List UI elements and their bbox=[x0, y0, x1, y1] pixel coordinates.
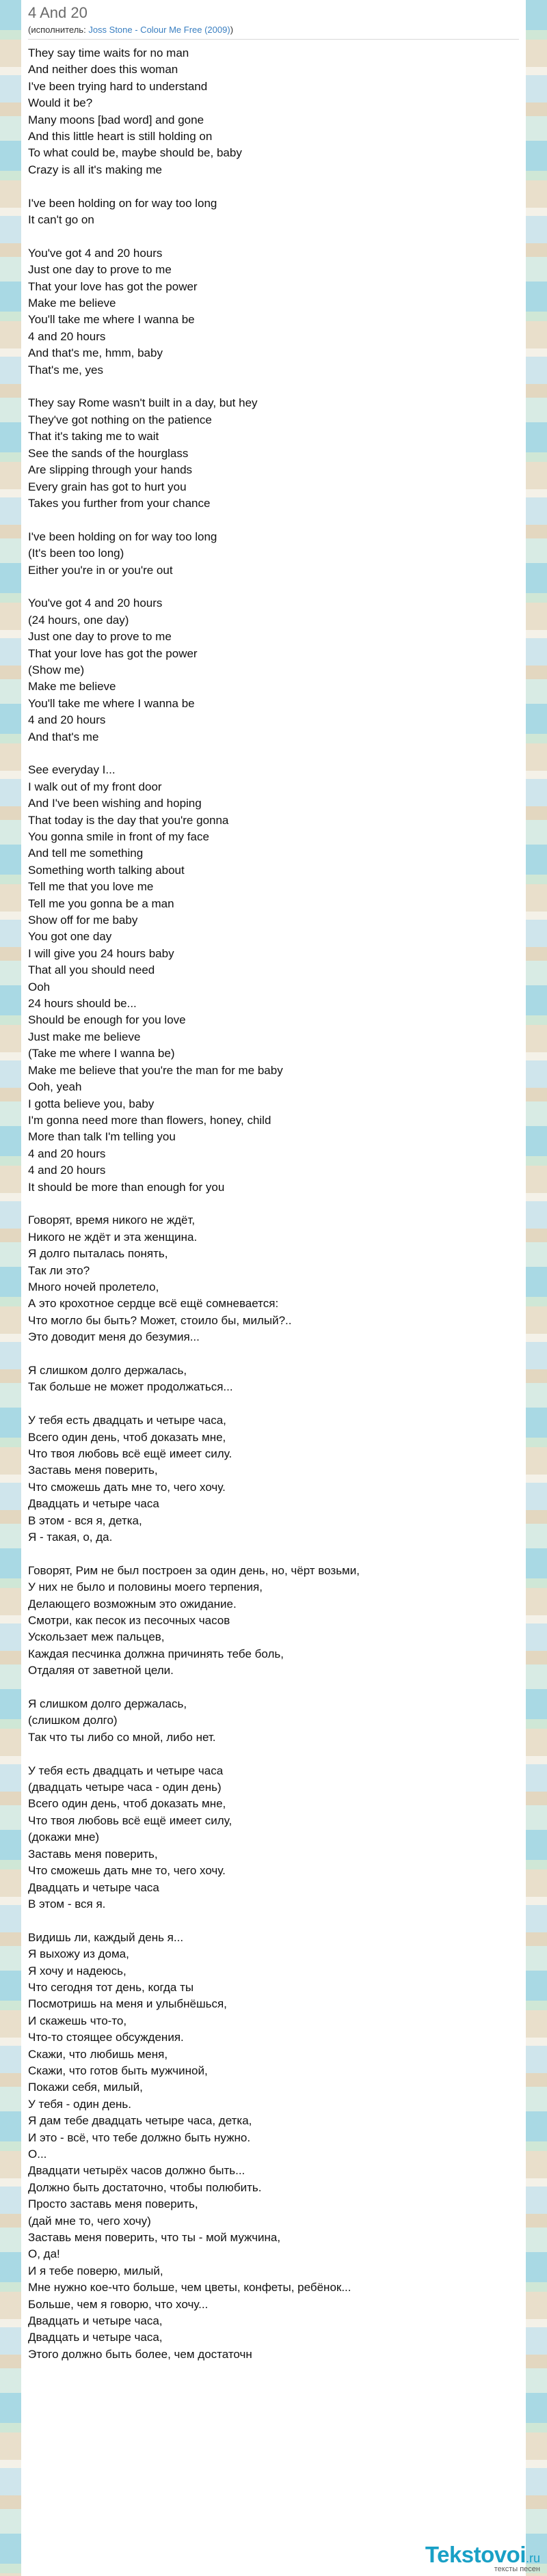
lyrics-line: У тебя есть двадцать и четыре часа bbox=[28, 1764, 224, 1777]
lyrics-line: (It's been too long) bbox=[28, 547, 124, 560]
lyrics-line: More than talk I'm telling you bbox=[28, 1130, 176, 1144]
lyrics-line: To what could be, maybe should be, baby bbox=[28, 146, 242, 160]
lyrics-line: И я тебе поверю, милый, bbox=[28, 2264, 163, 2277]
lyrics-line: Больше, чем я говорю, что хочу... bbox=[28, 2297, 209, 2311]
site-logo[interactable] bbox=[425, 2542, 540, 2573]
lyrics-line: Двадцати четырёх часов должно быть... bbox=[28, 2164, 245, 2178]
lyrics-line: You've got 4 and 20 hours bbox=[28, 246, 163, 260]
lyrics-line: Посмотришь на меня и улыбнёшься, bbox=[28, 1997, 227, 2011]
lyrics-line: Every grain has got to hurt you bbox=[28, 480, 187, 493]
lyrics-line: Двадцать и четыре часа, bbox=[28, 2314, 163, 2328]
lyrics-line: Так что ты либо со мной, либо нет. bbox=[28, 1730, 216, 1744]
lyrics-line: See the sands of the hourglass bbox=[28, 446, 189, 460]
logo-suffix-text: .ru bbox=[525, 2551, 540, 2565]
lyrics-line: Никого не ждёт и эта женщина. bbox=[28, 1230, 198, 1244]
lyrics-line: Ускользает меж пальцев, bbox=[28, 1630, 165, 1644]
lyrics-line: I walk out of my front door bbox=[28, 780, 162, 793]
lyrics-blank-line bbox=[28, 178, 519, 195]
lyrics-line: It should be more than enough for you bbox=[28, 1180, 225, 1194]
lyrics-line: В этом - вся я, детка, bbox=[28, 1513, 142, 1527]
lyrics-line: Что-то стоящее обсуждения. bbox=[28, 2031, 184, 2044]
lyrics-line: 4 and 20 hours bbox=[28, 329, 106, 343]
lyrics-blank-line bbox=[28, 1913, 519, 1929]
lyrics-line: Заставь меня поверить, что ты - мой мужчина, bbox=[28, 2231, 281, 2245]
lyrics-line: I gotta believe you, baby bbox=[28, 1097, 155, 1110]
lyrics-line: Just make me believe bbox=[28, 1030, 141, 1043]
lyrics-line: Заставь меня поверить, bbox=[28, 1847, 158, 1861]
lyrics-line: Should be enough for you love bbox=[28, 1013, 186, 1027]
lyrics-line: Каждая песчинка должна причинять тебе боль, bbox=[28, 1647, 284, 1660]
lyrics-line: Двадцать и четыре часа bbox=[28, 1880, 159, 1894]
lyrics-line: Двадцать и четыре часа, bbox=[28, 2331, 163, 2344]
lyrics-line: Many moons [bad word] and gone bbox=[28, 113, 204, 126]
lyrics-line: Всего один день, чтоб доказать мне, bbox=[28, 1797, 226, 1811]
lyrics-line: I've been holding on for way too long bbox=[28, 196, 217, 210]
lyrics-line: Что могло бы быть? Может, стоило бы, милый?.. bbox=[28, 1313, 292, 1327]
lyrics-line: That today is the day that you're gonna bbox=[28, 813, 229, 827]
lyrics-line: Что сегодня тот день, когда ты bbox=[28, 1980, 194, 1994]
lyrics-line: Смотри, как песок из песочных часов bbox=[28, 1614, 230, 1628]
logo-tagline: тексты песен bbox=[494, 2565, 540, 2573]
lyrics-line: Что сможешь дать мне то, чего хочу. bbox=[28, 1864, 226, 1878]
lyrics-line: Make me believe that you're the man for me baby bbox=[28, 1063, 283, 1077]
lyrics-line: Ooh, yeah bbox=[28, 1080, 82, 1094]
lyrics-line: You gonna smile in front of my face bbox=[28, 830, 209, 843]
lyrics-line: That all you should need bbox=[28, 963, 155, 977]
lyrics-blank-line bbox=[28, 1746, 519, 1762]
lyrics-blank-line bbox=[28, 379, 519, 395]
lyrics-line: Tell me that you love me bbox=[28, 880, 154, 894]
lyrics-line: Make me believe bbox=[28, 680, 116, 694]
lyrics-line: Видишь ли, каждый день я... bbox=[28, 1930, 184, 1944]
lyrics-line: Just one day to prove to me bbox=[28, 630, 172, 644]
lyrics-line: Crazy is all it's making me bbox=[28, 163, 162, 176]
lyrics-blank-line bbox=[28, 745, 519, 762]
lyrics-line: Я дам тебе двадцать четыре часа, детка, bbox=[28, 2114, 252, 2128]
lyrics-blank-line bbox=[28, 1196, 519, 1212]
lyrics-line: Покажи себя, милый, bbox=[28, 2081, 143, 2094]
lyrics-line: Я слишком долго держалась, bbox=[28, 1697, 187, 1711]
lyrics-line: Что сможешь дать мне то, чего хочу. bbox=[28, 1480, 226, 1494]
lyrics-line: И это - всё, что тебе должно быть нужно. bbox=[28, 2130, 251, 2144]
lyrics-line: You'll take me where I wanna be bbox=[28, 696, 195, 710]
lyrics-line: Just one day to prove to me bbox=[28, 263, 172, 277]
lyrics-line: Would it be? bbox=[28, 96, 93, 110]
lyrics-line: Так больше не может продолжаться... bbox=[28, 1380, 233, 1394]
lyrics-line: Я долго пыталась понять, bbox=[28, 1247, 168, 1261]
lyrics-line: О, да! bbox=[28, 2247, 60, 2261]
lyrics-line: I will give you 24 hours baby bbox=[28, 946, 174, 960]
lyrics-line: (дай мне то, чего хочу) bbox=[28, 2214, 151, 2228]
lyrics-line: I've been trying hard to understand bbox=[28, 79, 208, 93]
lyrics-line: I'm gonna need more than flowers, honey, child bbox=[28, 1113, 271, 1127]
lyrics-line: Я - такая, о, да. bbox=[28, 1531, 113, 1544]
lyrics-line: Мне нужно кое-что больше, чем цветы, конфеты, ребёнок... bbox=[28, 2281, 351, 2294]
lyrics-line: (Take me where I wanna be) bbox=[28, 1047, 175, 1060]
lyrics-line: They say Rome wasn't built in a day, but hey bbox=[28, 396, 258, 410]
lyrics-line: And neither does this woman bbox=[28, 63, 178, 77]
lyrics-line: Я слишком долго держалась, bbox=[28, 1363, 187, 1377]
lyrics-line: You got one day bbox=[28, 930, 112, 944]
lyrics-line: Говорят, Рим не был построен за один день, но, чёрт возьми, bbox=[28, 1563, 360, 1577]
lyrics-line: У них не было и половины моего терпения, bbox=[28, 1580, 263, 1594]
lyrics-line: Говорят, время никого не ждёт, bbox=[28, 1214, 196, 1227]
lyrics-line: That it's taking me to wait bbox=[28, 430, 159, 443]
lyrics-line: I've been holding on for way too long bbox=[28, 530, 217, 543]
lyrics-line: У тебя есть двадцать и четыре часа, bbox=[28, 1414, 226, 1427]
lyrics-line: Это доводит меня до безумия... bbox=[28, 1330, 200, 1344]
lyrics-line: Так ли это? bbox=[28, 1263, 90, 1277]
lyrics-line: That your love has got the power bbox=[28, 646, 198, 660]
lyrics-text bbox=[21, 40, 526, 2363]
lyrics-blank-line bbox=[28, 1346, 519, 1362]
lyrics-line: Something worth talking about bbox=[28, 863, 185, 877]
lyrics-line: You've got 4 and 20 hours bbox=[28, 597, 163, 610]
lyrics-line: (24 hours, one day) bbox=[28, 613, 129, 627]
lyrics-line: Много ночей пролетело, bbox=[28, 1280, 159, 1293]
lyrics-line: (слишком долго) bbox=[28, 1714, 118, 1727]
lyrics-blank-line bbox=[28, 1680, 519, 1696]
lyrics-line: И скажешь что-то, bbox=[28, 2014, 127, 2027]
lyrics-line: Tell me you gonna be a man bbox=[28, 896, 174, 910]
lyrics-line: You'll take me where I wanna be bbox=[28, 313, 195, 327]
lyrics-line: That your love has got the power bbox=[28, 279, 198, 293]
lyrics-blank-line bbox=[28, 1396, 519, 1412]
lyrics-line: Takes you further from your chance bbox=[28, 496, 211, 510]
lyrics-line: Должно быть достаточно, чтобы полюбить. bbox=[28, 2180, 262, 2194]
lyrics-page bbox=[21, 0, 526, 2576]
lyrics-line: (Show me) bbox=[28, 663, 85, 676]
lyrics-line: And tell me something bbox=[28, 847, 144, 860]
lyrics-line: Двадцать и четыре часа bbox=[28, 1497, 159, 1511]
lyrics-line: And that's me, hmm, baby bbox=[28, 346, 163, 360]
lyrics-line: Отдаляя от заветной цели. bbox=[28, 1664, 174, 1677]
lyrics-line: They've got nothing on the patience bbox=[28, 413, 212, 426]
lyrics-line: Show off for me baby bbox=[28, 914, 138, 927]
artist-link[interactable]: Joss Stone - Colour Me Free (2009) bbox=[88, 25, 230, 35]
lyrics-line: В этом - вся я. bbox=[28, 1897, 106, 1910]
lyrics-line: Скажи, что готов быть мужчиной, bbox=[28, 2064, 208, 2077]
artist-suffix: ) bbox=[230, 25, 234, 35]
lyrics-line: 24 hours should be... bbox=[28, 997, 137, 1011]
lyrics-line: That's me, yes bbox=[28, 363, 104, 376]
lyrics-line: Заставь меня поверить, bbox=[28, 1464, 158, 1477]
song-header bbox=[21, 0, 526, 40]
lyrics-line: And this little heart is still holding on bbox=[28, 130, 213, 143]
lyrics-line: Are slipping through your hands bbox=[28, 463, 193, 477]
lyrics-line: Ooh bbox=[28, 980, 51, 994]
lyrics-line: Either you're in or you're out bbox=[28, 563, 173, 577]
lyrics-line: Я хочу и надеюсь, bbox=[28, 1964, 126, 1977]
lyrics-line: They say time waits for no man bbox=[28, 46, 189, 59]
lyrics-line: (докажи мне) bbox=[28, 1831, 100, 1844]
song-title: 4 And 20 bbox=[28, 4, 88, 21]
artist-prefix: (исполнитель: bbox=[28, 25, 86, 35]
lyrics-line: 4 and 20 hours bbox=[28, 1147, 106, 1160]
artist-line bbox=[28, 25, 519, 40]
lyrics-line: Скажи, что любишь меня, bbox=[28, 2047, 168, 2061]
lyrics-line: Что твоя любовь всё ещё имеет силу, bbox=[28, 1813, 232, 1827]
lyrics-line: А это крохотное сердце всё ещё сомневается: bbox=[28, 1297, 279, 1311]
lyrics-blank-line bbox=[28, 579, 519, 595]
lyrics-line: Всего один день, чтоб доказать мне, bbox=[28, 1430, 226, 1444]
lyrics-line: Что твоя любовь всё ещё имеет силу. bbox=[28, 1447, 232, 1460]
lyrics-blank-line bbox=[28, 512, 519, 528]
lyrics-line: (двадцать четыре часа - один день) bbox=[28, 1781, 222, 1794]
lyrics-line: And I've been wishing and hoping bbox=[28, 797, 202, 810]
lyrics-line: Я выхожу из дома, bbox=[28, 1947, 129, 1961]
logo-main-text: Tekstovoi bbox=[425, 2542, 526, 2567]
lyrics-line: 4 and 20 hours bbox=[28, 1164, 106, 1177]
lyrics-line: And that's me bbox=[28, 730, 99, 743]
lyrics-line: Make me believe bbox=[28, 297, 116, 310]
lyrics-line: It can't go on bbox=[28, 213, 94, 227]
lyrics-line: Этого должно быть более, чем достаточн bbox=[28, 2347, 252, 2361]
lyrics-blank-line bbox=[28, 228, 519, 245]
lyrics-line: Просто заставь меня поверить, bbox=[28, 2197, 198, 2211]
lyrics-line: О... bbox=[28, 2147, 47, 2161]
lyrics-line: У тебя - один день. bbox=[28, 2097, 132, 2111]
lyrics-line: Делающего возможным это ожидание. bbox=[28, 1597, 237, 1611]
lyrics-line: See everyday I... bbox=[28, 763, 116, 777]
lyrics-blank-line bbox=[28, 1546, 519, 1562]
lyrics-line: 4 and 20 hours bbox=[28, 713, 106, 727]
